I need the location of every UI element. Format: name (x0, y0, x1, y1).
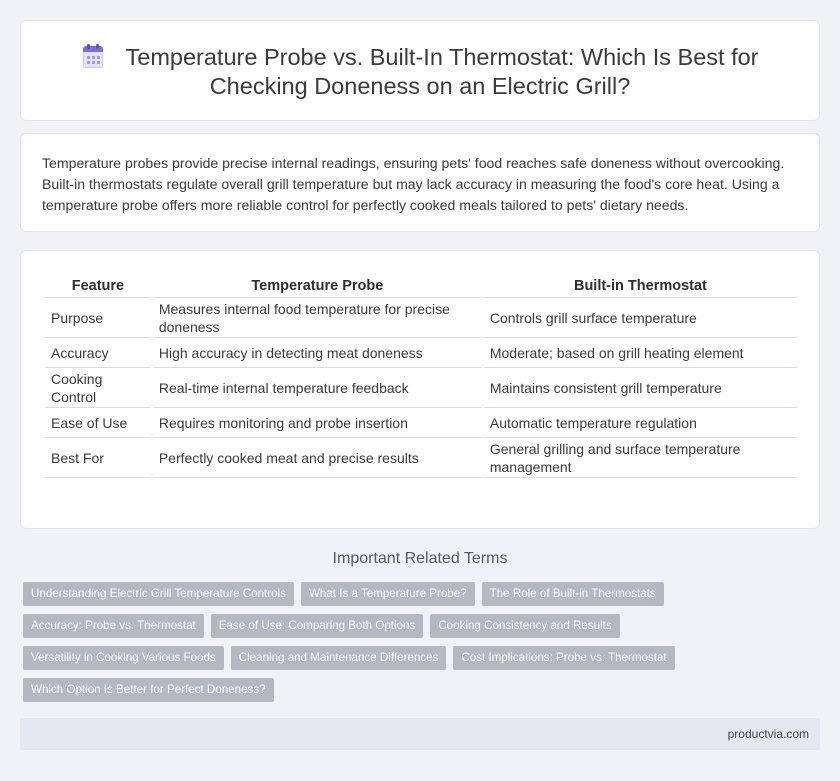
column-header-thermostat: Built-in Thermostat (484, 276, 797, 298)
intro-paragraph: Temperature probes provide precise internal readings, ensuring pets' food reaches safe doneness without overcooking. Built-in thermostats regulate overall grill temperature but may lack accuracy in measuring the food's core heat. Using a temperature probe offers more reliable control for perfectly cooked meals tailored to pets' dietary needs. (42, 155, 785, 213)
table-cell: General grilling and surface temperature management (484, 438, 797, 478)
page-title-line1: Temperature Probe vs. Built-In Thermostat: Which Is Best for (125, 44, 759, 70)
table-cell: Best For (45, 438, 151, 478)
table-cell: Automatic temperature regulation (484, 408, 797, 438)
table-cell: Perfectly cooked meat and precise results (153, 438, 482, 478)
comparison-table (43, 276, 799, 478)
table-cell: Accuracy (45, 338, 151, 368)
page-title (21, 43, 819, 101)
related-term-tag[interactable]: The Role of Built-in Thermostats (482, 582, 664, 606)
table-row (45, 408, 797, 438)
table-row (45, 368, 797, 408)
related-term-tag[interactable]: Ease of Use: Comparing Both Options (211, 614, 424, 638)
table-cell: Ease of Use (45, 408, 151, 438)
table-row (45, 298, 797, 338)
table-cell: Maintains consistent grill temperature (484, 368, 797, 408)
related-term-tag[interactable]: Which Option Is Better for Perfect Doneness? (23, 678, 274, 702)
related-term-tag[interactable]: Versatility in Cooking Various Foods (23, 646, 224, 670)
table-row (45, 338, 797, 368)
comparison-card (20, 250, 820, 529)
page-title-line2: Checking Doneness on an Electric Grill? (209, 73, 631, 99)
table-cell: Controls grill surface temperature (484, 298, 797, 338)
related-term-tag[interactable]: Cooking Consistency and Results (430, 614, 619, 638)
table-cell: Purpose (45, 298, 151, 338)
related-term-tag[interactable]: Accuracy: Probe vs. Thermostat (23, 614, 204, 638)
table-row (45, 438, 797, 478)
table-cell: Real-time internal temperature feedback (153, 368, 482, 408)
table-cell: Measures internal food temperature for precise doneness (153, 298, 482, 338)
related-term-tag[interactable]: Cost Implications: Probe vs. Thermostat (453, 646, 674, 670)
footer (20, 718, 820, 750)
table-cell: Moderate; based on grill heating element (484, 338, 797, 368)
calendar-icon (82, 46, 104, 68)
related-term-tag[interactable]: Understanding Electric Grill Temperature Controls (23, 582, 294, 606)
table-cell: Cooking Control (45, 368, 151, 408)
footer-site-link[interactable]: productvia.com (727, 727, 809, 741)
column-header-feature: Feature (45, 276, 151, 298)
column-header-probe: Temperature Probe (153, 276, 482, 298)
intro-card (20, 133, 820, 232)
title-card (20, 20, 820, 121)
related-terms-list (23, 582, 783, 702)
related-terms-heading: Important Related Terms (332, 550, 508, 567)
related-term-tag[interactable]: What Is a Temperature Probe? (301, 582, 475, 606)
table-cell: Requires monitoring and probe insertion (153, 408, 482, 438)
table-cell: High accuracy in detecting meat doneness (153, 338, 482, 368)
table-header-row (45, 276, 797, 298)
related-term-tag[interactable]: Cleaning and Maintenance Differences (231, 646, 447, 670)
